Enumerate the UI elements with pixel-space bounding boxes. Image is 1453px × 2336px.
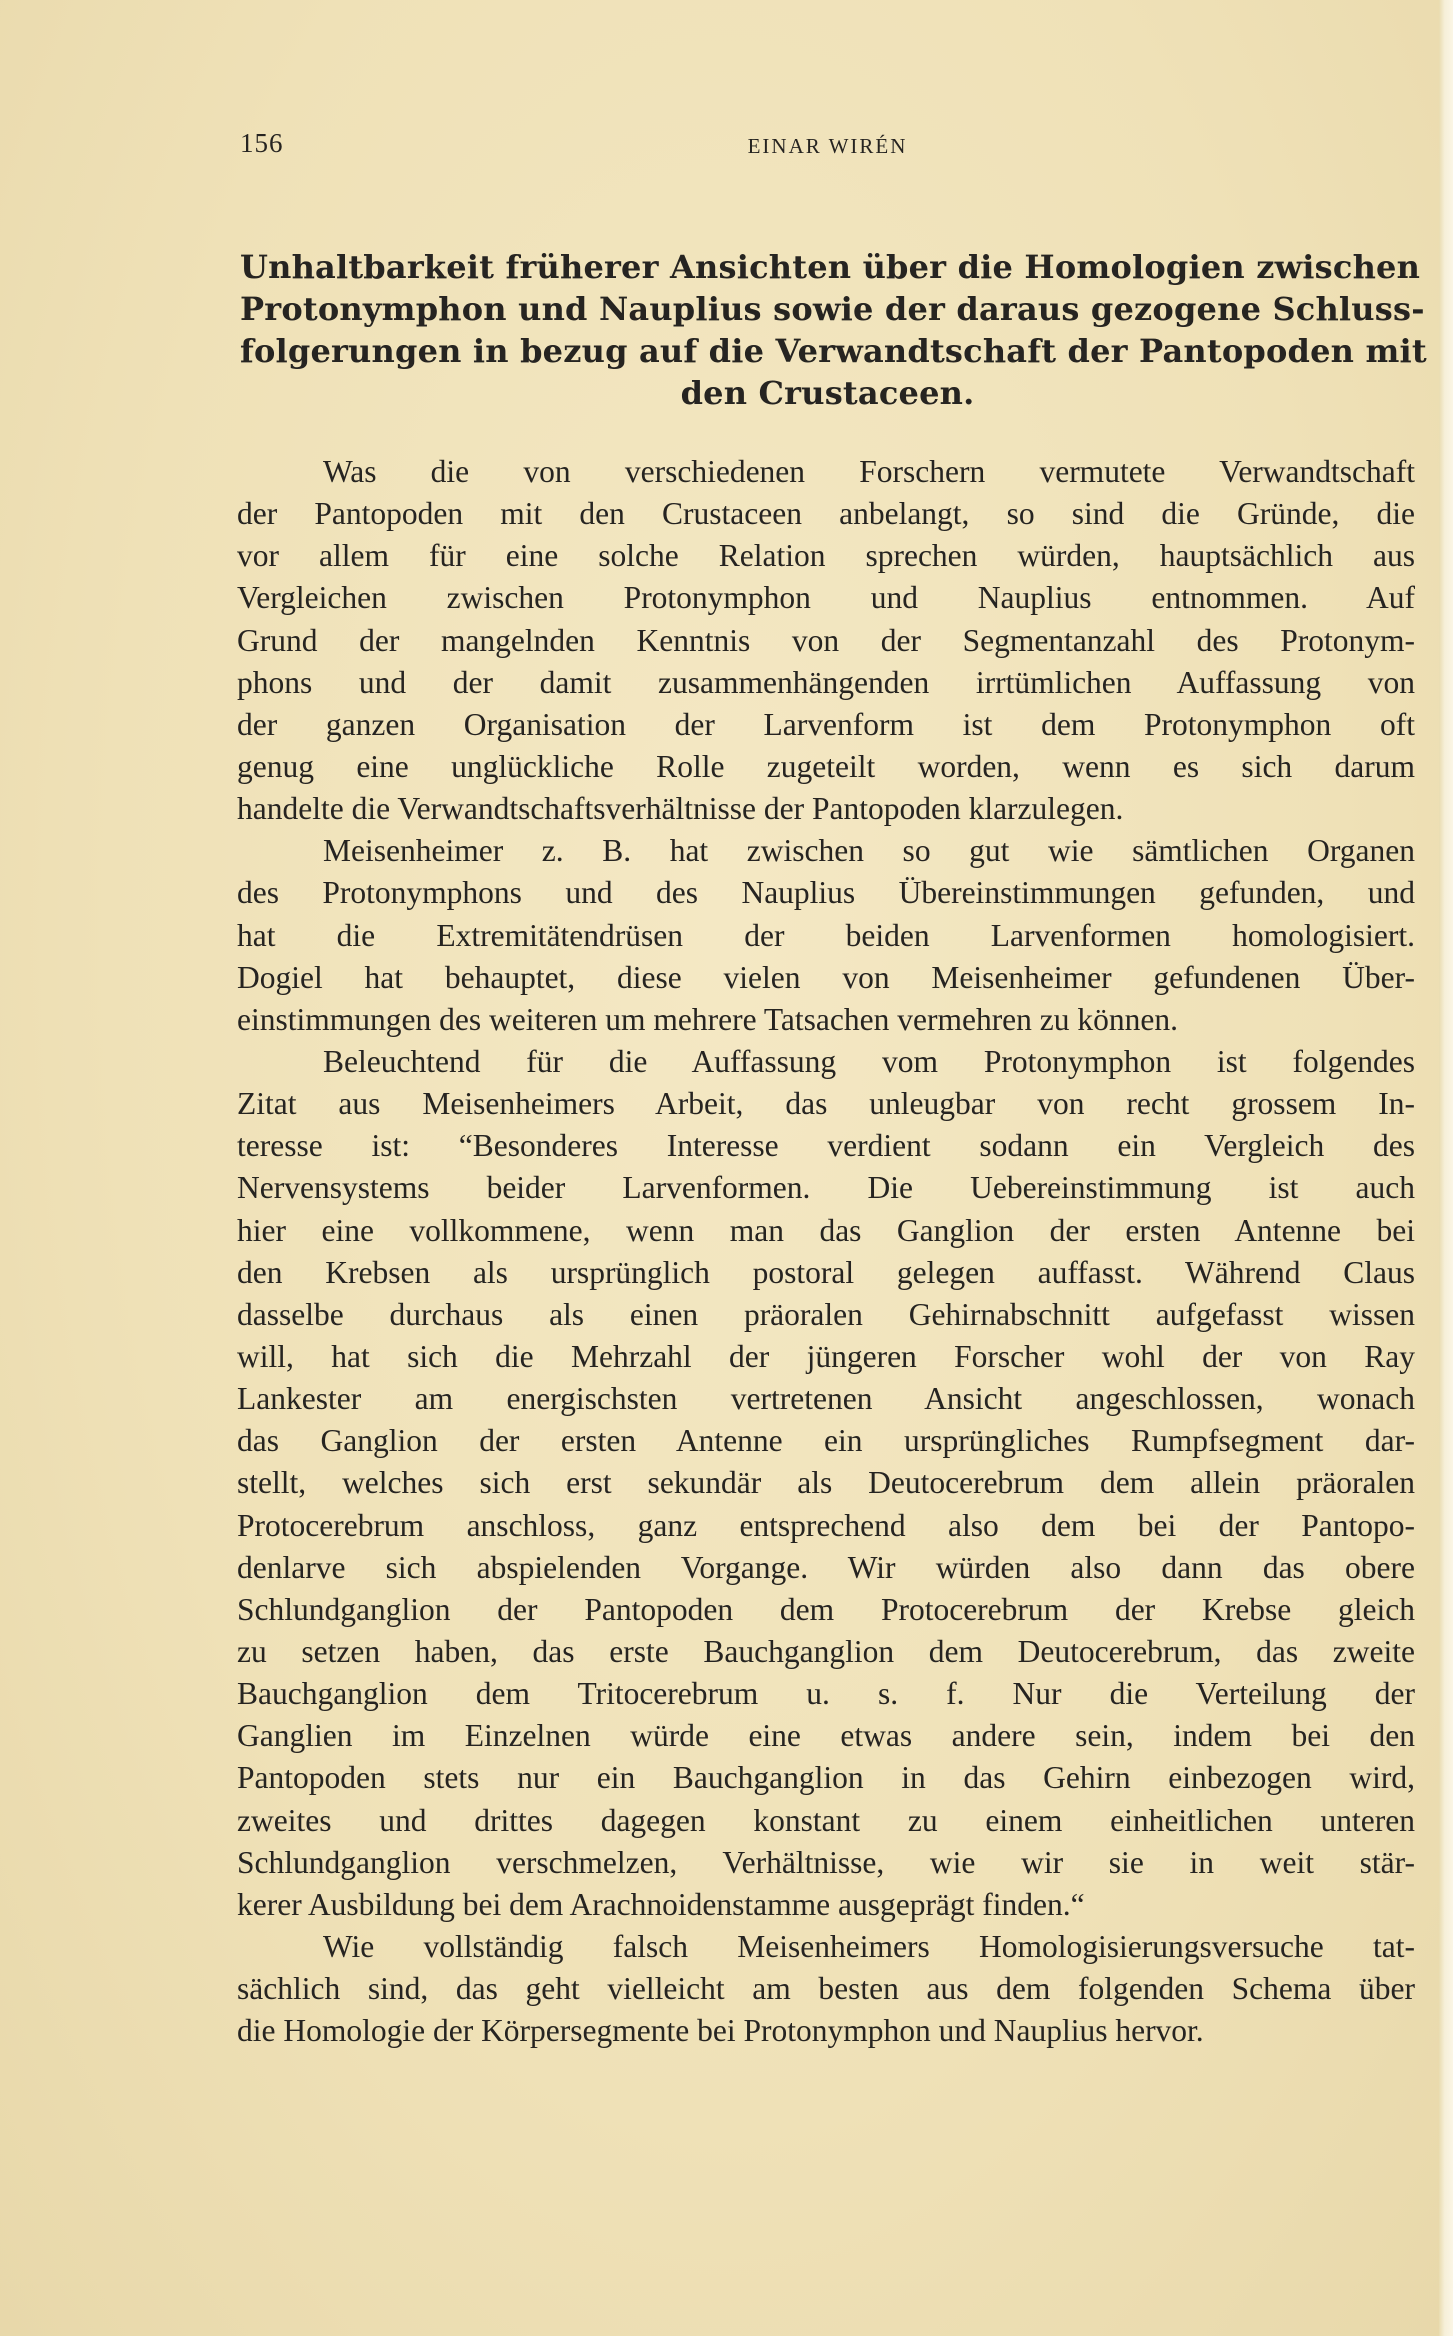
heading-line: folgerungen in bezug auf die Verwandtschaft der Pantopoden mit [240, 332, 1427, 370]
text-line: phons und der damit zusammenhängenden irrtümlichen Auffassung von [237, 664, 1415, 700]
text-line: handelte die Verwandtschaftsverhältnisse der Pantopoden klarzulegen. [237, 791, 1124, 827]
text-line: Wie vollständig falsch Meisenheimers Homologisierungsversuche tat- [323, 1928, 1415, 1964]
text-line: die Homologie der Körpersegmente bei Protonymphon und Nauplius hervor. [237, 2013, 1204, 2049]
text-line: vor allem für eine solche Relation sprechen würden, hauptsächlich aus [237, 538, 1415, 574]
text-line: Vergleichen zwischen Protonymphon und Nauplius entnommen. Auf [237, 580, 1415, 616]
running-title: EINAR WIRÉN [747, 134, 908, 158]
text-line: teresse ist: “Besonderes Interesse verdient sodann ein Vergleich des [237, 1128, 1415, 1164]
text-line: der Pantopoden mit den Crustaceen anbelangt, so sind die Gründe, die [237, 496, 1415, 532]
heading-line: Protonymphon und Nauplius sowie der daraus gezogene Schluss- [240, 290, 1425, 328]
text-line: den Krebsen als ursprünglich postoral gelegen auffasst. Während Claus [237, 1254, 1415, 1290]
text-line: Grund der mangelnden Kenntnis von der Segmentanzahl des Protonym- [237, 622, 1415, 658]
text-line: zweites und drittes dagegen konstant zu einem einheitlichen unteren [237, 1802, 1415, 1838]
text-line: Zitat aus Meisenheimers Arbeit, das unleugbar von recht grossem In- [237, 1086, 1415, 1122]
text-line: Pantopoden stets nur ein Bauchganglion in das Gehirn einbezogen wird, [237, 1760, 1415, 1796]
text-line: Schlundganglion der Pantopoden dem Protocerebrum der Krebse gleich [237, 1591, 1415, 1627]
text-line: kerer Ausbildung bei dem Arachnoidenstamme ausgeprägt finden.“ [237, 1886, 1085, 1922]
text-line: Dogiel hat behauptet, diese vielen von Meisenheimer gefundenen Über- [237, 959, 1415, 995]
text-line: zu setzen haben, das erste Bauchganglion dem Deutocerebrum, das zweite [237, 1633, 1415, 1669]
page-number: 156 [240, 128, 284, 158]
text-line: hier eine vollkommene, wenn man das Ganglion der ersten Antenne bei [237, 1212, 1415, 1248]
text-line: Lankester am energischsten vertretenen Ansicht angeschlossen, wonach [237, 1381, 1415, 1417]
text-line: Bauchganglion dem Tritocerebrum u. s. f. Nur die Verteilung der [237, 1676, 1415, 1712]
heading-line: den Crustaceen. [680, 374, 975, 412]
text-line: Ganglien im Einzelnen würde eine etwas andere sein, indem bei den [237, 1718, 1415, 1754]
text-line: dasselbe durchaus als einen präoralen Gehirnabschnitt aufgefasst wissen [237, 1296, 1415, 1332]
text-line: hat die Extremitätendrüsen der beiden Larvenformen homologisiert. [237, 917, 1415, 953]
page-edge [1439, 0, 1453, 2336]
text-line: stellt, welches sich erst sekundär als Deutocerebrum dem allein präoralen [237, 1465, 1415, 1501]
section-heading [240, 246, 1427, 414]
text-line: das Ganglion der ersten Antenne ein ursprüngliches Rumpfsegment dar- [237, 1423, 1415, 1459]
text-line: sächlich sind, das geht vielleicht am besten aus dem folgenden Schema über [237, 1971, 1415, 2007]
text-line: einstimmungen des weiteren um mehrere Tatsachen vermehren zu können. [237, 1001, 1179, 1037]
text-line: genug eine unglückliche Rolle zugeteilt worden, wenn es sich darum [237, 748, 1415, 784]
text-line: des Protonymphons und des Nauplius Übereinstimmungen gefunden, und [237, 875, 1415, 911]
text-line: will, hat sich die Mehrzahl der jüngeren Forscher wohl der von Ray [237, 1338, 1415, 1374]
text-line: Meisenheimer z. B. hat zwischen so gut wie sämtlichen Organen [323, 833, 1415, 869]
text-line: Was die von verschiedenen Forschern vermutete Verwandtschaft [323, 454, 1415, 489]
text-line: Schlundganglion verschmelzen, Verhältnisse, wie wir sie in weit stär- [237, 1844, 1415, 1880]
body-text [237, 451, 1415, 2052]
text-line: der ganzen Organisation der Larvenform ist dem Protonymphon oft [237, 706, 1415, 742]
running-head [240, 128, 1415, 162]
text-line: Protocerebrum anschloss, ganz entsprechend also dem bei der Pantopo- [237, 1507, 1415, 1543]
text-line: Beleuchtend für die Auffassung vom Protonymphon ist folgendes [323, 1043, 1415, 1079]
text-line: denlarve sich abspielenden Vorgange. Wir würden also dann das obere [237, 1549, 1415, 1585]
text-line: Nervensystems beider Larvenformen. Die Uebereinstimmung ist auch [237, 1170, 1415, 1206]
heading-line: Unhaltbarkeit früherer Ansichten über die Homologien zwischen [240, 248, 1421, 286]
